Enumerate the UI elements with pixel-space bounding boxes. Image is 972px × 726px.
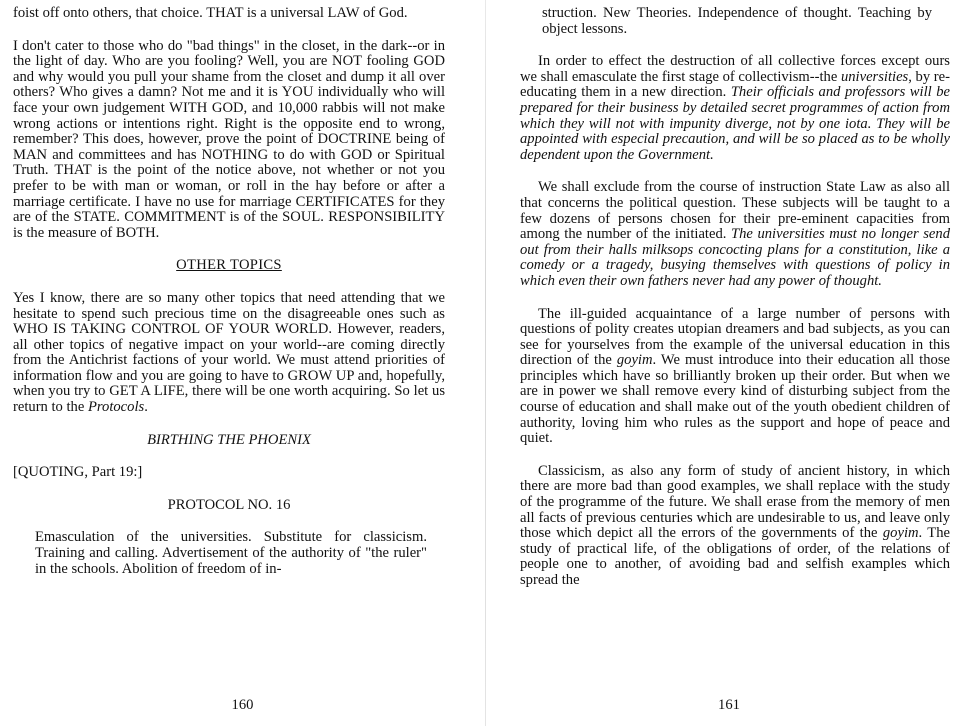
section-heading — [13, 258, 445, 274]
paragraph-text: . We must introduce into their education all those principles which have so brilliantly broken up their order. But when we are in power we shall remove every kind of disturbing subject from the course of education and shall make out of the youth obedient children of authority, loving him who rules as the support and hope of peace and quiet. — [520, 352, 950, 447]
paragraph-text: Yes I know, there are so many other topics that need attending that we hesitate to spend such precious time on the disagreeable ones such as WHO IS TAKING CONTROL OF YOUR WORLD. However, readers, all other topics of negative impact on your world--are coming directly from the Antichrist factions of your world. We must attend priorities of information flow and you are going to have to GROW UP and, hopefully, when you try to GET A LIFE, there will be one worth acquiring. So let us return to the — [13, 289, 445, 416]
section-heading-text: OTHER TOPICS — [176, 257, 282, 274]
right-page-text — [520, 6, 950, 606]
protocol-title: PROTOCOL NO. 16 — [167, 496, 291, 513]
paragraph — [520, 307, 950, 447]
quote-label: [QUOTING, Part 19:] — [13, 464, 143, 481]
paragraph-text: Classicism, as also any form of study of ancient history, in which there are more bad than good examples, we shall replace with the study of the programme of the future. We shall erase from the memory of men all facts of previous centuries which are undesirable to us, and leave only those which depict all the errors of the governments of the — [520, 462, 950, 542]
paragraph-text: We shall exclude from the course of instruction State Law as also all that concerns the political question. These subjects will be taught to a few dozens of persons chosen for their pre-eminent capacities from among the number of the initiated. — [520, 179, 950, 243]
paragraph — [520, 464, 950, 589]
paragraph — [520, 180, 950, 289]
paragraph-text: In order to effect the destruction of all collective forces except ours we shall emasculate the first stage of collectivism--the — [520, 53, 950, 85]
paragraph-text: . The study of practical life, of the obligations of order, of the relations of people one to another, of avoiding bad and selfish examples which spread the — [520, 525, 950, 588]
paragraph-italic: universities — [840, 68, 909, 85]
left-page — [0, 0, 485, 726]
paragraph-text: , by re-educating them in a new direction. — [520, 68, 950, 101]
paragraph-text: The ill-guided acquaintance of a large number of persons with questions of polity creates utopian dreamers and bad subjects, as you can see for yourselves from the example of the universal education in this direction of the — [520, 305, 950, 369]
paragraph-italic: Their officials and professors will be prepared for their business by detailed secret programmes of action from which they will not with impunity diverge, not by one iota. They will be appointed with especial precaution, and will be so placed as to be wholly dependent upon the Government. — [520, 84, 950, 163]
paragraph: I don't cater to those who do "bad things" in the closet, in the dark--or in the light of day. Who are you fooling? Well, you are NOT fooling GOD and why would you pull your shame from the closet and dump it all over others? Who gives a damn? Not me and it is YOU individually who will face your own judgement WITH GOD, and 10,000 rabbis will not make wrong actions or intentions right. Right is the opposite end to wrong, remember? This does, however, prove the point of DOCTRINE being of MAN and committees and has NOTHING to do with GOD or Spiritual Truth. THAT is the point of the notice above, not whether or not you prefer to be with man or woman, or roll in the hay before or after a marriage certificate. I have no use for marriage CERTIFICATES for they are of the STATE. COMMITMENT is of the SOUL. RESPONSIBILITY is the measure of BOTH. — [13, 37, 445, 241]
subheading: BIRTHING THE PHOENIX — [147, 431, 311, 448]
paragraph-italic: goyim — [882, 525, 919, 542]
page-number: 161 — [718, 697, 740, 713]
paragraph — [13, 291, 445, 416]
paragraph-italic: goyim — [616, 352, 653, 369]
right-page — [486, 0, 972, 726]
paragraph-italic: The universities must no longer send out from their halls milksops concocting plans for a constitution, like a comedy or a tragedy, busying themselves with questions of policy in which even their own fathers never had any power of thought. — [520, 226, 950, 289]
protocol-summary: Emasculation of the universities. Substitute for classicism. Training and calling. Advertisement of the authority of "the ruler" in the schools. Abolition of freedom of in- — [35, 529, 427, 577]
page-number: 160 — [231, 697, 254, 713]
paragraph: foist off onto others, that choice. THAT is a universal LAW of God. — [13, 5, 408, 21]
protocols-reference: Protocols — [87, 399, 145, 416]
paragraph-text: . — [144, 399, 148, 416]
protocol-summary-continued: struction. New Theories. Independence of thought. Teaching by object lessons. — [542, 5, 932, 37]
paragraph — [520, 54, 950, 163]
left-page-text — [13, 6, 445, 594]
